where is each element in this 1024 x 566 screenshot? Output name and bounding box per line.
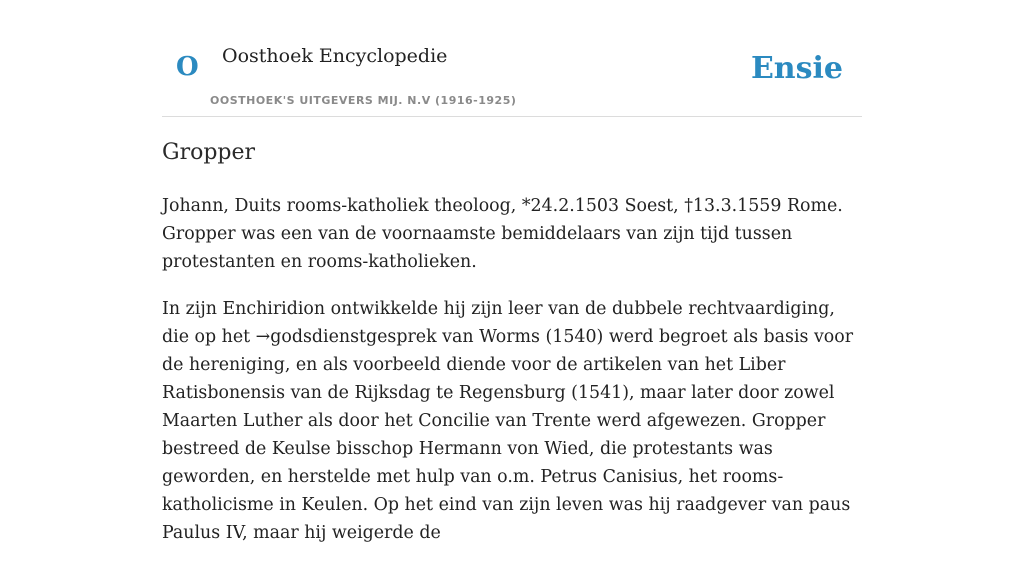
paragraph-2-text-after: van Worms (1540) werd begroet als basis voor de hereniging, en als voorbeeld diende voor de artikelen van het Liber Ratisbonensis van de Rijksdag te Regensburg (1541), maar later door zowel Maarten Luther als door het Concilie van Trente werd afgewezen. Gropper bestreed de Keulse bisschop Hermann von Wied, die protestants was geworden, en herstelde met hulp van o.m. Petrus Canisius, het rooms-katholicisme in Keulen. Op het eind van zijn leven was hij raadgever van paus Paulus IV, maar hij weigerde de	[162, 327, 854, 543]
entry-paragraph-2	[162, 295, 862, 547]
cross-reference-link-godsdienstgesprek[interactable]: →godsdienstgesprek	[255, 327, 437, 347]
entry-paragraph-1: Johann, Duits rooms-katholiek theoloog, *24.2.1503 Soest, †13.3.1559 Rome. Gropper was een van de voornaamste bemiddelaars van zijn tijd tussen protestanten en rooms-katholieken.	[162, 196, 843, 272]
publisher-subtitle: OOSTHOEK'S UITGEVERS MIJ. N.V (1916-1925)	[210, 94, 517, 107]
entry-title: Gropper	[162, 140, 256, 165]
site-logo-letter[interactable]: O	[176, 52, 199, 82]
entry-body	[162, 192, 862, 566]
paragraph-2-text-before: In zijn Enchiridion ontwikkelde hij zijn leer van de dubbele rechtvaardiging, die op het	[162, 299, 835, 347]
site-header	[162, 0, 862, 117]
ensie-brand-logo[interactable]: Ensie	[750, 51, 843, 86]
site-title[interactable]: Oosthoek Encyclopedie	[222, 45, 448, 67]
